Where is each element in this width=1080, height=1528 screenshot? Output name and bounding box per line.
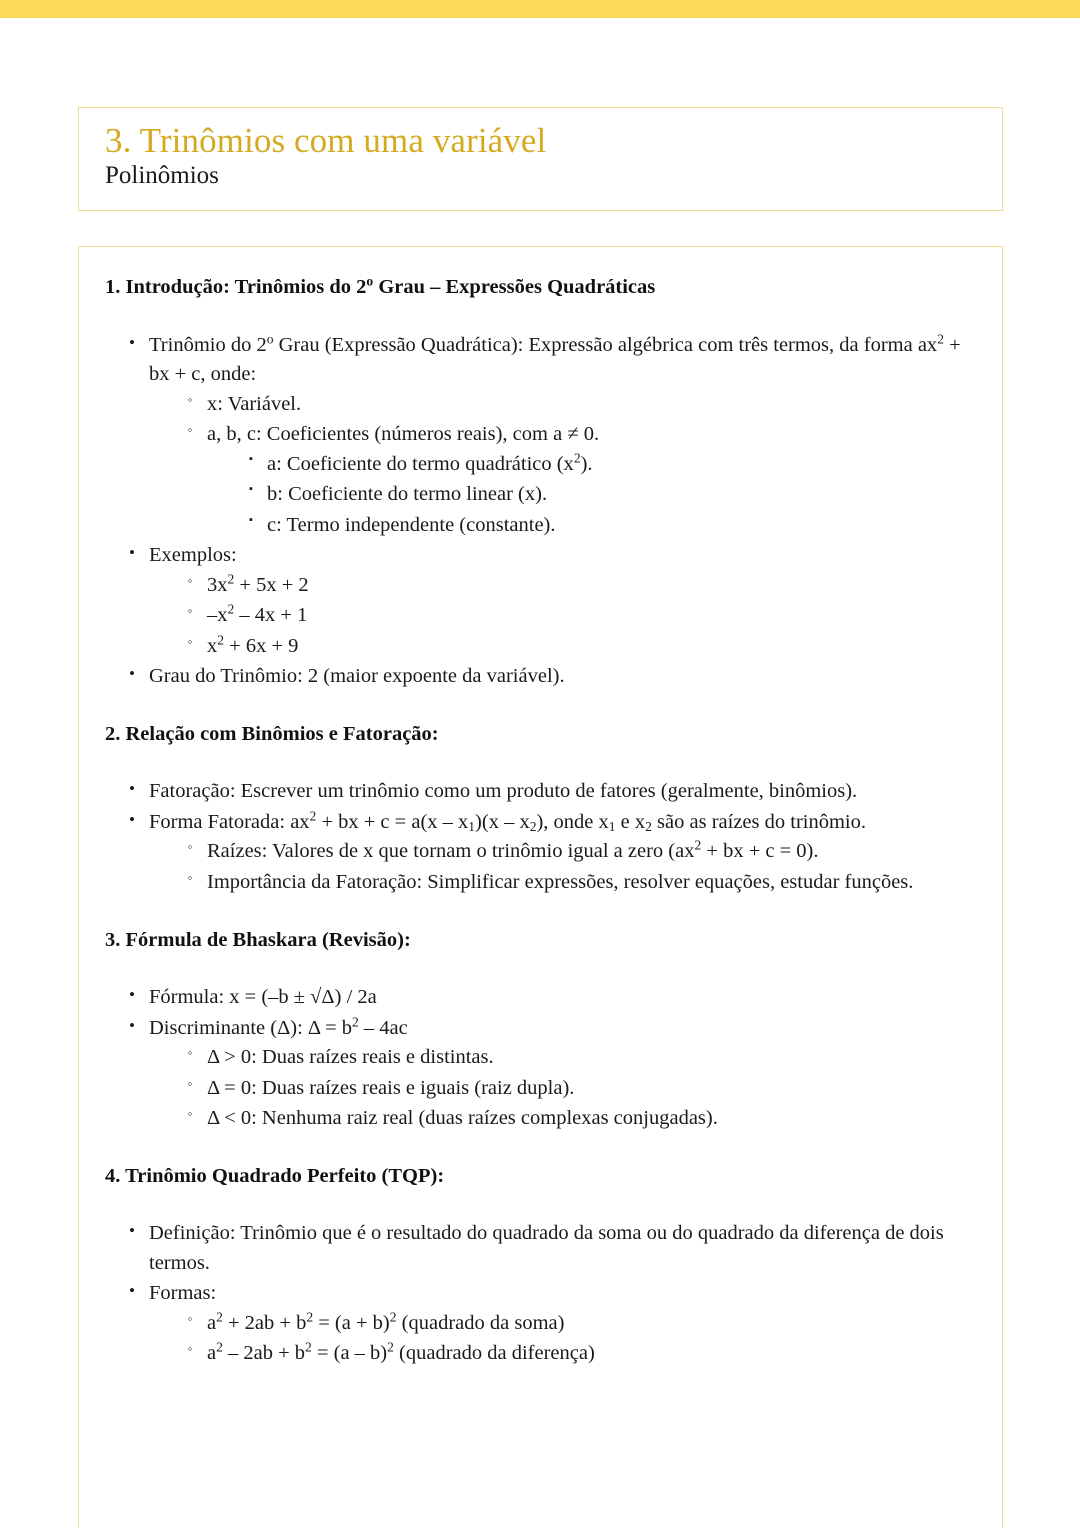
list-item-text: Definição: Trinômio que é o resultado do quadrado da soma ou do quadrado da diferença de dois termos. (149, 1222, 944, 1274)
bullet-list-level-1 (105, 983, 976, 1134)
list-item (105, 777, 976, 807)
bullet-marker-icon: • (129, 1015, 135, 1035)
list-item (229, 480, 976, 510)
list-item (105, 1014, 976, 1134)
bullet-marker-icon: ◦ (187, 603, 193, 619)
section-heading: 2. Relação com Binômios e Fatoração: (105, 722, 439, 745)
bullet-list-level-2 (169, 1309, 976, 1369)
list-item (105, 541, 976, 661)
list-item (105, 1279, 976, 1369)
bullet-marker-icon: • (129, 985, 135, 1005)
list-item (229, 511, 976, 541)
bullet-marker-icon: • (129, 332, 135, 352)
section-spacer (105, 301, 976, 331)
list-item-text: a: Coeficiente do termo quadrático $(x^2)$. (267, 450, 593, 475)
section-heading: 3. Fórmula de Bhaskara (Revisão): (105, 928, 411, 951)
list-item (169, 837, 976, 867)
list-item-text: Δ > 0: Duas raízes reais e distintas. (207, 1046, 494, 1069)
bullet-list-level-2 (169, 1043, 976, 1134)
bullet-marker-icon: ◦ (187, 422, 193, 438)
bullet-list-level-1 (105, 1219, 976, 1369)
bullet-marker-icon: ◦ (187, 1106, 193, 1122)
section-spacer (105, 1189, 976, 1219)
list-item (169, 1339, 976, 1369)
bullet-marker-icon: • (129, 1221, 135, 1241)
bullet-marker-icon: ◦ (187, 391, 193, 407)
content-section (105, 1164, 976, 1369)
list-item-text: $3x^2 + 5x + 2$ (207, 571, 309, 596)
list-item (169, 601, 976, 631)
bullet-list-level-1 (105, 331, 976, 692)
list-item-text: Forma Fatorada: $ax^2$ + bx + $c = a(x - x_1)(x - x_2)$, onde $x_1$ e $x_2$ são as raízes do trinômio. (149, 808, 866, 834)
bullet-list-level-1 (105, 777, 976, 897)
section-heading: 4. Trinômio Quadrado Perfeito (TQP): (105, 1164, 445, 1187)
content-section (105, 928, 976, 1134)
bullet-marker-icon: ◦ (187, 839, 193, 855)
list-item-text: Exemplos: (149, 544, 237, 567)
bullet-marker-icon: ◦ (187, 1310, 193, 1326)
list-item-text: $x^2 + 6x + 9$ (207, 632, 299, 657)
bullet-marker-icon: ▪ (249, 513, 253, 526)
list-item (105, 808, 976, 898)
list-item-text: Raízes: Valores de x que tornam o trinômio igual a zero ($ax^2$ + bx + c = 0). (207, 837, 819, 863)
top-accent-bar (0, 0, 1080, 18)
list-item-text: Grau do Trinômio: 2 (maior expoente da variável). (149, 665, 565, 688)
list-item-text: Δ < 0: Nenhuma raiz real (duas raízes complexas conjugadas). (207, 1107, 718, 1130)
bullet-marker-icon: • (129, 779, 135, 799)
section-heading: 1. Introdução: Trinômios do 2$^o$ Grau – Expressões Quadráticas (105, 273, 656, 298)
bullet-list-level-2 (169, 837, 976, 897)
list-item-text: Importância da Fatoração: Simplificar expressões, resolver equações, estudar funções. (207, 870, 914, 893)
bullet-marker-icon: • (129, 543, 135, 563)
list-item-text: $-x^2 - 4x + 1$ (207, 601, 308, 627)
list-item (169, 868, 976, 898)
bullet-marker-icon: • (129, 664, 135, 684)
list-item-text: Formas: (149, 1282, 217, 1305)
bullet-marker-icon: ◦ (187, 869, 193, 885)
list-item (169, 390, 976, 420)
list-item-text: b: Coeficiente do termo linear (x). (267, 483, 548, 506)
list-item-text: Δ = 0: Duas raízes reais e iguais (raiz dupla). (207, 1076, 575, 1099)
list-item (169, 632, 976, 662)
list-item (169, 1104, 976, 1134)
list-item-text: Trinômio do 2$^o$ Grau (Expressão Quadrática): Expressão algébrica com três termos, da forma $ax^2$ + bx + c, onde: (149, 331, 961, 386)
bullet-marker-icon: • (129, 809, 135, 829)
list-item-text: $a^2 - 2ab + b^2 = (a - b)^2$ (quadrado da diferença) (207, 1339, 595, 1365)
list-item (105, 662, 976, 692)
section-spacer (105, 953, 976, 983)
list-item-text: Fórmula: x = (–b ± √Δ) / 2a (149, 986, 377, 1009)
content-body (79, 247, 1002, 1369)
list-item-text: a, b, c: Coeficientes (números reais), com a ≠ 0. (207, 423, 600, 446)
list-item-text: x: Variável. (207, 392, 302, 415)
list-item (105, 331, 976, 541)
content-section (105, 275, 976, 692)
bullet-marker-icon: • (129, 1281, 135, 1301)
list-item (169, 1309, 976, 1339)
content-card (78, 246, 1003, 1528)
bullet-marker-icon: ◦ (187, 1075, 193, 1091)
bullet-marker-icon: ◦ (187, 1341, 193, 1357)
bullet-list-level-2 (169, 390, 976, 541)
page-title: 3. Trinômios com uma variável (105, 121, 547, 160)
list-item-text: Discriminante (Δ): $\Delta = b^2 - 4ac$ (149, 1014, 408, 1039)
content-section (105, 722, 976, 898)
list-item-text: c: Termo independente (constante). (267, 513, 556, 536)
list-item (105, 1219, 976, 1278)
list-item (105, 983, 976, 1013)
bullet-marker-icon: ◦ (187, 633, 193, 649)
page-subtitle: Polinômios (105, 161, 219, 189)
list-item (169, 1074, 976, 1104)
list-item (169, 420, 976, 540)
list-item-text: $a^2 + 2ab + b^2 = (a + b)^2$ (quadrado da soma) (207, 1309, 565, 1334)
section-spacer (105, 747, 976, 777)
bullet-marker-icon: ◦ (187, 572, 193, 588)
list-item (169, 1043, 976, 1073)
title-card (78, 107, 1003, 211)
bullet-marker-icon: ▪ (249, 483, 253, 496)
bullet-list-level-3 (229, 450, 976, 541)
bullet-list-level-2 (169, 571, 976, 662)
bullet-marker-icon: ▪ (249, 452, 253, 465)
list-item (229, 450, 976, 480)
bullet-marker-icon: ◦ (187, 1045, 193, 1061)
list-item (169, 571, 976, 601)
list-item-text: Fatoração: Escrever um trinômio como um produto de fatores (geralmente, binômios). (149, 780, 858, 803)
